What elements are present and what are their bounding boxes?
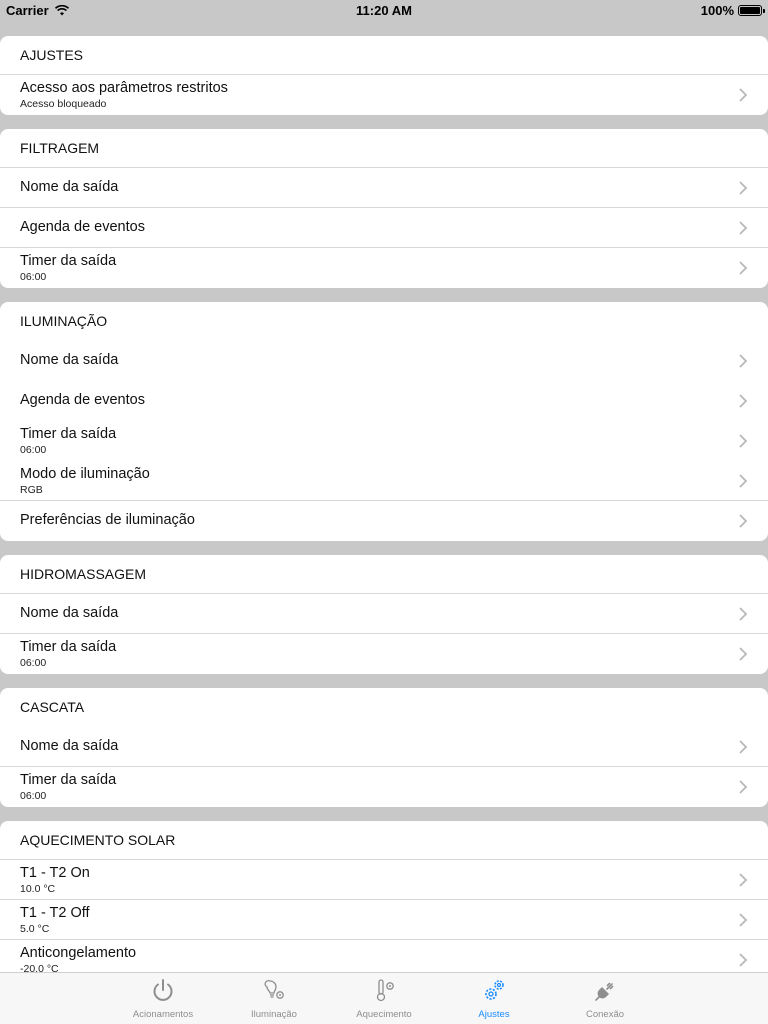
- row-nome-saida[interactable]: [0, 727, 768, 767]
- row-nome-saida[interactable]: [0, 341, 768, 381]
- row-title: Timer da saída: [20, 253, 117, 269]
- row-nome-saida[interactable]: [0, 168, 768, 208]
- chevron-right-icon: [736, 87, 750, 103]
- status-right: [701, 3, 762, 18]
- chevron-right-icon: [736, 180, 750, 196]
- tab-label: Acionamentos: [132, 1009, 194, 1020]
- section-header: FILTRAGEM: [0, 129, 768, 168]
- plug-icon: [591, 977, 619, 1005]
- row-timer-saida[interactable]: [0, 421, 768, 461]
- row-subtitle: Acesso bloqueado: [20, 98, 107, 110]
- row-agenda-eventos[interactable]: [0, 208, 768, 248]
- tab-conexao[interactable]: [550, 977, 660, 1020]
- row-preferencias-iluminacao[interactable]: [0, 501, 768, 541]
- chevron-right-icon: [736, 433, 750, 449]
- section-filtragem: [0, 129, 768, 288]
- row-nome-saida[interactable]: [0, 594, 768, 634]
- lightbulb-gear-icon: [260, 977, 288, 1005]
- status-time: 11:20 AM: [356, 3, 412, 18]
- tab-ajustes[interactable]: [439, 977, 549, 1020]
- tab-label: Aquecimento: [356, 1009, 412, 1020]
- section-ajustes: [0, 36, 768, 115]
- row-title: Timer da saída: [20, 426, 117, 442]
- row-title: Agenda de eventos: [20, 392, 145, 408]
- row-title: Nome da saída: [20, 605, 119, 621]
- tab-label: Conexão: [585, 1009, 625, 1020]
- chevron-right-icon: [736, 606, 750, 622]
- chevron-right-icon: [736, 393, 750, 409]
- row-title: Nome da saída: [20, 179, 119, 195]
- row-title: T1 - T2 Off: [20, 905, 90, 921]
- row-subtitle: -20.0 °C: [20, 963, 59, 972]
- chevron-right-icon: [736, 872, 750, 888]
- section-header: AQUECIMENTO SOLAR: [0, 821, 768, 860]
- row-timer-saida[interactable]: [0, 248, 768, 288]
- chevron-right-icon: [736, 353, 750, 369]
- tab-bar: [0, 972, 768, 1024]
- chevron-right-icon: [736, 220, 750, 236]
- chevron-right-icon: [736, 952, 750, 968]
- row-subtitle: 06:00: [20, 790, 47, 802]
- row-subtitle: 06:00: [20, 657, 47, 669]
- section-header: ILUMINAÇÃO: [20, 313, 108, 329]
- thermometer-gear-icon: [370, 977, 398, 1005]
- row-title: Nome da saída: [20, 352, 119, 368]
- chevron-right-icon: [736, 646, 750, 662]
- carrier-label: Carrier: [6, 3, 49, 18]
- section-iluminacao: [0, 302, 768, 541]
- section-header: HIDROMASSAGEM: [0, 555, 768, 594]
- tab-label: Iluminação: [251, 1009, 297, 1020]
- chevron-right-icon: [736, 260, 750, 276]
- battery-icon: [738, 5, 762, 16]
- chevron-right-icon: [736, 473, 750, 489]
- tab-label: Ajustes: [478, 1009, 510, 1020]
- gears-icon: [480, 977, 508, 1005]
- row-title: Timer da saída: [20, 772, 117, 788]
- row-title: Preferências de iluminação: [20, 512, 195, 528]
- section-header: CASCATA: [20, 699, 85, 715]
- power-icon: [149, 977, 177, 1005]
- section-header: AJUSTES: [0, 36, 768, 75]
- section-aquecimento-solar: [0, 821, 768, 972]
- row-subtitle: RGB: [20, 484, 43, 496]
- row-title: Nome da saída: [20, 738, 119, 754]
- chevron-right-icon: [736, 912, 750, 928]
- row-subtitle: 06:00: [20, 271, 47, 283]
- row-timer-saida[interactable]: [0, 767, 768, 807]
- tab-aquecimento[interactable]: [329, 977, 439, 1020]
- row-t1-t2-on[interactable]: [0, 860, 768, 900]
- row-subtitle: 06:00: [20, 444, 47, 456]
- row-title: Timer da saída: [20, 639, 117, 655]
- row-subtitle: 10.0 °C: [20, 883, 56, 895]
- chevron-right-icon: [736, 513, 750, 529]
- section-hidromassagem: [0, 555, 768, 674]
- row-title: T1 - T2 On: [20, 865, 90, 881]
- chevron-right-icon: [736, 779, 750, 795]
- battery-percent: 100%: [700, 3, 734, 18]
- row-title: Anticongelamento: [20, 945, 137, 961]
- row-t1-t2-off[interactable]: [0, 900, 768, 940]
- row-timer-saida[interactable]: [0, 634, 768, 674]
- tab-iluminacao[interactable]: [219, 977, 329, 1020]
- section-cascata: [0, 688, 768, 807]
- chevron-right-icon: [736, 739, 750, 755]
- row-acesso-parametros[interactable]: [0, 75, 768, 115]
- row-title: Acesso aos parâmetros restritos: [20, 80, 228, 96]
- row-anticongelamento[interactable]: [0, 940, 768, 972]
- row-title: Modo de iluminação: [20, 466, 150, 482]
- status-bar: [0, 0, 768, 22]
- row-agenda-eventos[interactable]: [0, 381, 768, 421]
- settings-list[interactable]: [0, 22, 768, 972]
- row-subtitle: 5.0 °C: [20, 923, 50, 935]
- tab-acionamentos[interactable]: [108, 977, 218, 1020]
- row-title: Agenda de eventos: [20, 219, 145, 235]
- row-modo-iluminacao[interactable]: [0, 461, 768, 501]
